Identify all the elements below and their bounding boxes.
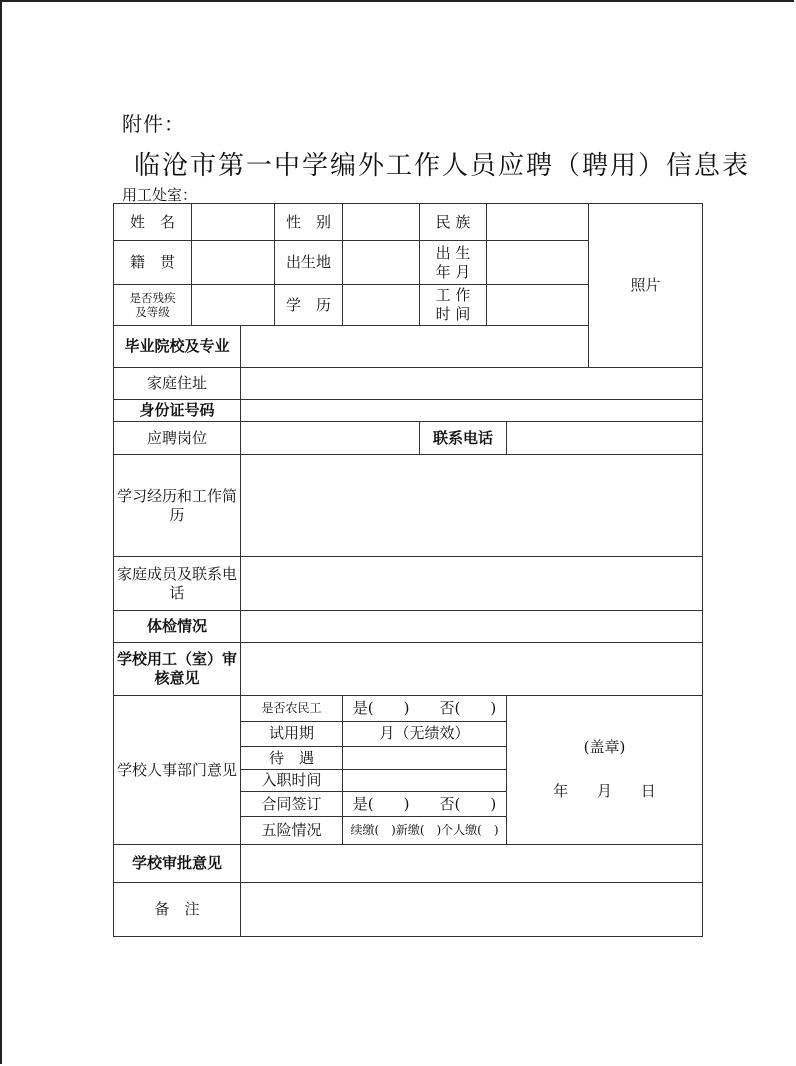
seal-area — [507, 696, 703, 845]
salary-field[interactable] — [343, 747, 507, 770]
seal-date: 年 月 日 — [553, 782, 656, 800]
approval-label: 学校审批意见 — [114, 845, 241, 883]
disability-field[interactable] — [192, 285, 275, 326]
birthplace-label: 出生地 — [275, 241, 343, 285]
insurance-choice[interactable]: 续缴( )新缴( )个人缴( ) — [343, 817, 507, 845]
birthplace-field[interactable] — [343, 241, 420, 285]
gender-label: 性 别 — [275, 204, 343, 241]
employer-review-field[interactable] — [241, 643, 703, 696]
resume-field[interactable] — [241, 455, 703, 557]
native-place-label: 籍 贯 — [114, 241, 192, 285]
phone-field[interactable] — [507, 422, 703, 455]
salary-label: 待 遇 — [241, 747, 343, 770]
entry-time-field[interactable] — [343, 770, 507, 791]
birth-date-label: 出 生 年 月 — [420, 241, 487, 285]
entry-time-label: 入职时间 — [241, 770, 343, 791]
home-address-field[interactable] — [241, 368, 703, 400]
name-label: 姓 名 — [114, 204, 192, 241]
work-time-field[interactable] — [487, 285, 589, 326]
remarks-label: 备 注 — [114, 883, 241, 937]
hr-opinion-label: 学校人事部门意见 — [114, 696, 241, 845]
gender-field[interactable] — [343, 204, 420, 241]
info-form-table — [113, 203, 703, 937]
position-field[interactable] — [241, 422, 420, 455]
ethnicity-field[interactable] — [487, 204, 589, 241]
education-field[interactable] — [343, 285, 420, 326]
school-major-field[interactable] — [241, 326, 589, 368]
resume-label: 学习经历和工作简历 — [114, 455, 241, 557]
remarks-field[interactable] — [241, 883, 703, 937]
employer-review-label: 学校用工（室）审核意见 — [114, 643, 241, 696]
work-time-label: 工 作 时 间 — [420, 285, 487, 326]
disability-label: 是否残疾 及等级 — [114, 285, 192, 326]
migrant-worker-label: 是否农民工 — [241, 696, 343, 722]
family-label: 家庭成员及联系电话 — [114, 557, 241, 611]
id-number-label: 身份证号码 — [114, 400, 241, 422]
photo-area[interactable]: 照片 — [589, 204, 703, 368]
attachment-label: 附件： — [122, 112, 185, 136]
id-number-field[interactable] — [241, 400, 703, 422]
migrant-worker-choice[interactable]: 是( ) 否( ) — [343, 696, 507, 722]
native-place-field[interactable] — [192, 241, 275, 285]
insurance-label: 五险情况 — [241, 817, 343, 845]
probation-label: 试用期 — [241, 721, 343, 747]
school-major-label: 毕业院校及专业 — [114, 326, 241, 368]
seal-label: (盖章) — [583, 738, 626, 756]
education-label: 学 历 — [275, 285, 343, 326]
page-title: 临沧市第一中学编外工作人员应聘（聘用）信息表 — [134, 151, 751, 181]
position-label: 应聘岗位 — [114, 422, 241, 455]
probation-field[interactable]: 月（无绩效） — [343, 721, 507, 747]
phone-label: 联系电话 — [420, 422, 507, 455]
birth-date-field[interactable] — [487, 241, 589, 285]
physical-label: 体检情况 — [114, 611, 241, 643]
contract-choice[interactable]: 是( ) 否( ) — [343, 791, 507, 817]
ethnicity-label: 民 族 — [420, 204, 487, 241]
approval-field[interactable] — [241, 845, 703, 883]
physical-field[interactable] — [241, 611, 703, 643]
name-field[interactable] — [192, 204, 275, 241]
contract-label: 合同签订 — [241, 791, 343, 817]
home-address-label: 家庭住址 — [114, 368, 241, 400]
family-field[interactable] — [241, 557, 703, 611]
department-label: 用工处室： — [122, 186, 198, 204]
